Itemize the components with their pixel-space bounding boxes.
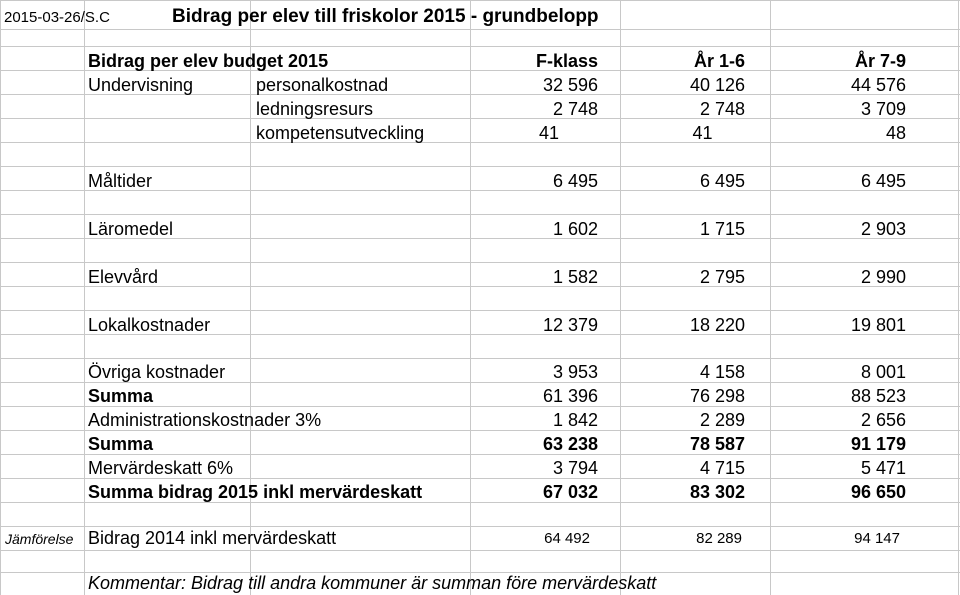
- cell-value: 8 001: [860, 362, 906, 382]
- cell-value: 41: [538, 123, 560, 143]
- row-label: Läromedel: [88, 219, 174, 239]
- comparison-label: Bidrag 2014 inkl mervärdeskatt: [88, 528, 337, 548]
- cell-value: 18 220: [689, 315, 745, 335]
- cell-value: 12 379: [542, 315, 598, 335]
- cell-value: 2 990: [860, 267, 906, 287]
- cell-value: 76 298: [689, 386, 745, 406]
- row-label: ledningsresurs: [256, 99, 374, 119]
- cell-value: 2 903: [860, 219, 906, 239]
- comment-note: Kommentar: Bidrag till andra kommuner är summan före mervärdeskatt: [88, 573, 657, 593]
- cell-value: 4 715: [699, 458, 745, 478]
- cell-value: 3 953: [552, 362, 598, 382]
- comparison-value: 94 147: [854, 530, 900, 547]
- row-label: Måltider: [88, 171, 153, 191]
- cell-value: 1 715: [699, 219, 745, 239]
- cell-value: 44 576: [850, 75, 906, 95]
- row-label: Summa bidrag 2015 inkl mervärdeskatt: [88, 482, 423, 502]
- cell-value: 6 495: [552, 171, 598, 191]
- cell-value: 2 289: [699, 410, 745, 430]
- row-label: Administrationskostnader 3%: [88, 410, 322, 430]
- cell-value: 2 748: [699, 99, 745, 119]
- cell-value: 1 842: [552, 410, 598, 430]
- table-heading: Bidrag per elev budget 2015: [88, 51, 329, 71]
- cell-value: 96 650: [850, 482, 906, 502]
- cell-value: 61 396: [542, 386, 598, 406]
- cell-value: 78 587: [689, 434, 745, 454]
- sheet-title: Bidrag per elev till friskolor 2015 - grundbelopp: [172, 6, 599, 27]
- cell-value: 3 794: [552, 458, 598, 478]
- cell-value: 6 495: [860, 171, 906, 191]
- cell-value: 63 238: [542, 434, 598, 454]
- cell-value: 6 495: [699, 171, 745, 191]
- column-header-fklass: F-klass: [535, 51, 598, 71]
- cell-value: 2 656: [860, 410, 906, 430]
- comparison-value: 82 289: [696, 530, 742, 547]
- cell-value: 32 596: [542, 75, 598, 95]
- row-label: personalkostnad: [256, 75, 389, 95]
- cell-value: 91 179: [850, 434, 906, 454]
- cell-value: 40 126: [689, 75, 745, 95]
- cell-value: 1 582: [552, 267, 598, 287]
- cell-value: 2 795: [699, 267, 745, 287]
- cell-value: 3 709: [860, 99, 906, 119]
- cell-value: 83 302: [689, 482, 745, 502]
- row-label: kompetensutveckling: [256, 123, 425, 143]
- doc-reference: 2015-03-26/S.C: [4, 9, 110, 26]
- undervisning-label: Undervisning: [88, 75, 194, 95]
- row-label: Mervärdeskatt 6%: [88, 458, 234, 478]
- cell-value: 4 158: [699, 362, 745, 382]
- row-label: Lokalkostnader: [88, 315, 211, 335]
- cell-value: 41: [692, 123, 713, 143]
- column-header-ar-7-9: År 7-9: [854, 51, 906, 71]
- row-label: Summa: [88, 434, 154, 454]
- row-label: Summa: [88, 386, 154, 406]
- row-label: Övriga kostnader: [88, 362, 226, 382]
- cell-value: 48: [885, 123, 906, 143]
- cell-value: 2 748: [552, 99, 598, 119]
- comparison-value: 64 492: [544, 530, 590, 547]
- cell-value: 1 602: [552, 219, 598, 239]
- column-header-ar-1-6: År 1-6: [693, 51, 745, 71]
- cell-value: 19 801: [850, 315, 906, 335]
- comparison-tag: Jämförelse: [5, 531, 74, 547]
- cell-value: 5 471: [860, 458, 906, 478]
- row-label: Elevvård: [88, 267, 159, 287]
- cell-value: 67 032: [542, 482, 598, 502]
- cell-value: 88 523: [850, 386, 906, 406]
